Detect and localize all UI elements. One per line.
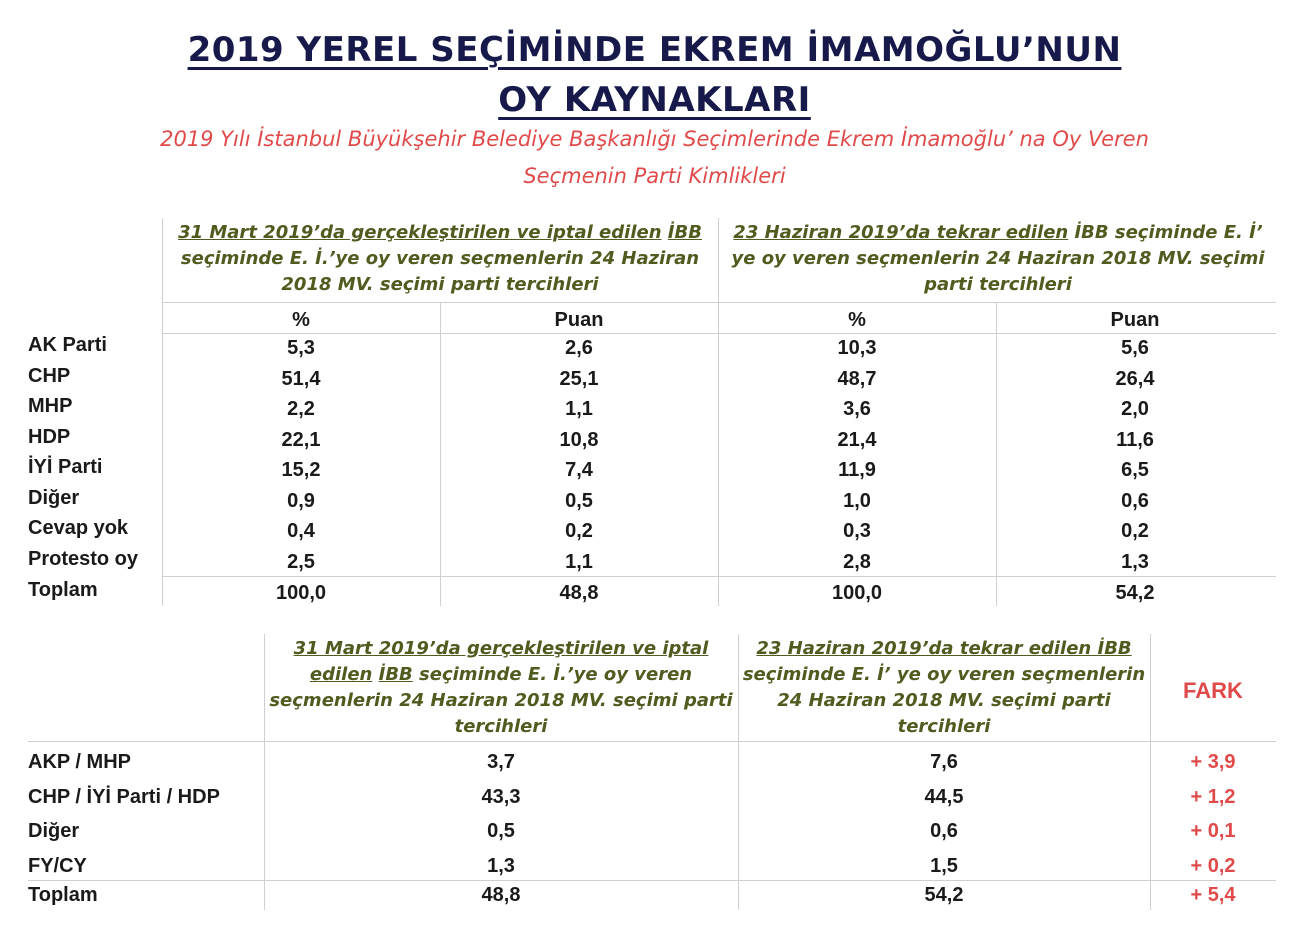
table-cell: 0,2 [1121, 520, 1149, 542]
fark-cell: + 1,2 [1190, 786, 1236, 808]
table-cell: 5,3 [287, 337, 315, 359]
page-title-line2: OY KAYNAKLARI [498, 80, 811, 120]
row-label: MHP [28, 395, 73, 417]
fark-cell: + 3,9 [1190, 751, 1236, 773]
row-label: HDP [28, 426, 71, 448]
fark-cell: + 0,1 [1190, 820, 1236, 842]
table-cell: 1,0 [843, 490, 871, 512]
row-label: Diğer [28, 487, 80, 509]
col-header-percent-june: % [848, 309, 866, 331]
table-cell: 100,0 [831, 582, 883, 604]
table-cell: 2,8 [843, 551, 871, 573]
table-cell: 0,6 [930, 820, 958, 842]
fark-cell: + 0,2 [1190, 855, 1236, 877]
table-cell: 0,6 [1121, 490, 1149, 512]
table-cell: 2,2 [287, 398, 315, 420]
table2-header-march: 31 Mart 2019’da gerçekleştirilen ve iptal edilen İBB seçiminde E. İ.’ye oy veren seçmenlerin 24 Haziran 2018 MV. seçimi parti tercihleri [269, 638, 733, 737]
table-cell: 3,7 [487, 751, 515, 773]
table-cell: 0,4 [287, 520, 315, 542]
table-cell: 10,3 [837, 337, 877, 359]
table-cell: 15,2 [281, 459, 321, 481]
table-cell: 25,1 [559, 368, 599, 390]
table-cell: 22,1 [281, 429, 321, 451]
table-cell: 2,5 [287, 551, 315, 573]
table-cell: 0,3 [843, 520, 871, 542]
table-cell: 7,6 [930, 751, 958, 773]
table-cell: 6,5 [1121, 459, 1149, 481]
table-cell: 0,2 [565, 520, 593, 542]
col-header-puan-march: Puan [554, 309, 604, 331]
table-cell: 11,6 [1116, 429, 1154, 451]
table-cell: 100,0 [275, 582, 327, 604]
row-label: AKP / MHP [28, 751, 131, 773]
table-cell: 7,4 [565, 459, 593, 481]
table-cell: 1,3 [487, 855, 515, 877]
table-cell: 1,1 [565, 398, 593, 420]
row-label: Cevap yok [28, 517, 129, 539]
table-cell: 3,6 [843, 398, 871, 420]
fark-header: FARK [1183, 678, 1243, 703]
table-cell: 11,9 [838, 459, 876, 481]
table-cell: 5,6 [1121, 337, 1149, 359]
table-cell: 26,4 [1115, 368, 1155, 390]
table1-header-march: 31 Mart 2019’da gerçekleştirilen ve iptal edilen İBB seçiminde E. İ.’ye oy veren seçmenlerin 24 Haziran 2018 MV. seçimi parti tercihleri [178, 222, 702, 295]
table-cell: 0,9 [287, 490, 315, 512]
table-cell: 48,7 [837, 368, 877, 390]
row-label: FY/CY [28, 855, 87, 877]
table-cell: 1,3 [1121, 551, 1149, 573]
row-label: CHP / İYİ Parti / HDP [28, 786, 220, 808]
subtitle-line2: Seçmenin Parti Kimlikleri [523, 164, 786, 188]
table-cell: 43,3 [481, 786, 521, 808]
row-label: Toplam [28, 579, 98, 601]
table1-header-june: 23 Haziran 2019’da tekrar edilen İBB seçiminde E. İ’ ye oy veren seçmenlerin 24 Haziran 2018 MV. seçimi parti tercihleri [731, 222, 1265, 295]
fark-cell: + 5,4 [1190, 884, 1236, 906]
page-title-line1: 2019 YEREL SEÇİMİNDE EKREM İMAMOĞLU’NUN [187, 30, 1122, 70]
table-cell: 10,8 [559, 429, 599, 451]
table-cell: 54,2 [924, 884, 964, 906]
table2-header-june: 23 Haziran 2019’da tekrar edilen İBB seçiminde E. İ’ ye oy veren seçmenlerin 24 Haziran 2018 MV. seçimi parti tercihleri [742, 638, 1146, 737]
table-cell: 51,4 [281, 368, 321, 390]
row-label: CHP [28, 365, 71, 387]
col-header-puan-june: Puan [1110, 309, 1160, 331]
table-cell: 48,8 [559, 582, 599, 604]
table-cell: 1,5 [930, 855, 958, 877]
table-cell: 0,5 [487, 820, 515, 842]
subtitle-line1: 2019 Yılı İstanbul Büyükşehir Belediye Başkanlığı Seçimlerinde Ekrem İmamoğlu’ na Oy Veren [160, 127, 1149, 151]
table-cell: 0,5 [565, 490, 593, 512]
table-cell: 21,4 [837, 429, 877, 451]
row-label: Protesto oy [28, 548, 139, 570]
table-cell: 44,5 [924, 786, 964, 808]
table-cell: 54,2 [1115, 582, 1155, 604]
row-label: AK Parti [28, 334, 107, 356]
col-header-percent-march: % [292, 309, 310, 331]
row-label: Toplam [28, 884, 98, 906]
table-cell: 1,1 [565, 551, 593, 573]
row-label: İYİ Parti [28, 456, 103, 478]
table-cell: 2,0 [1121, 398, 1149, 420]
row-label: Diğer [28, 820, 80, 842]
table-cell: 2,6 [565, 337, 593, 359]
table-cell: 48,8 [481, 884, 521, 906]
